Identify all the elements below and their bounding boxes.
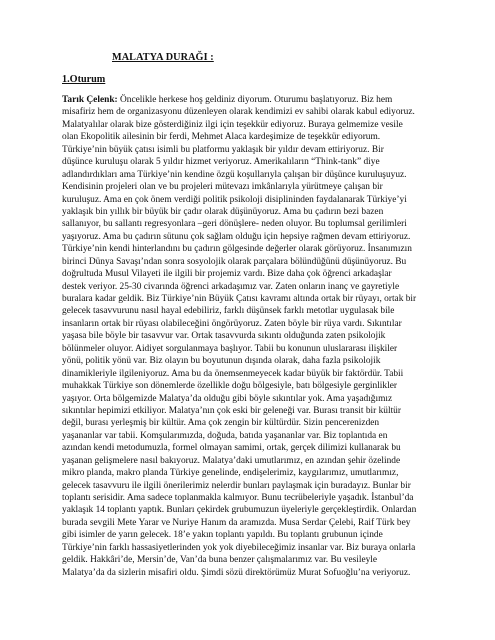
text-line: gibi isimler de yarın gelecek. 18’e yakın toplantı yapıldı. Bu toplantı grubunun içinde [62,530,383,541]
text-line: sallanıyor, bu sallantı regresyonlara –geri dönüşlere- neden oluyor. Bu toplumsal gerilimleri [62,219,407,230]
text-line: yaşananlar var tabii. Komşularımızda, doğuda, batıda yaşananlar var. Biz toplantıda en [62,430,388,441]
text-line: yaklaşık 14 toplantı yaptık. Bunları çekirdek grubumuzun üyeleriyle gerçekleştirdik. Onlardan [62,505,417,516]
text-line: yaşıyor. Orta bölgemizde Malatya’da olduğu gibi böyle sıkıntılar yok. Ama yaşadığımız [62,393,393,404]
text-line: insanların ortak bir rüyası olabileceğini öngörüyoruz. Zaten böyle bir rüya vardı. Sıkıntılar [62,318,402,329]
text-line: burada sevgili Mete Yarar ve Nuriye Hanım da aramızda. Musa Serdar Çelebi, Raif Türk bey [62,517,411,528]
document-title: MALATYA DURAĞI : [112,52,214,63]
text-line: yaşıyoruz. Ama bu çadırın sütunu çok sağlam olduğu için hepsiye rağmen devam ettiriyoruz. [62,231,411,242]
text-line: mikro planda, makro planda Türkiye genelinde, endişelerimiz, kaygılarımız, umutlarımız, [62,468,399,479]
speaker-name: Tarık Çelenk: [62,95,118,105]
text-line: Türkiye’nin kendi hinterlandını bu çadırın gölgesinde değerler olarak görüyoruz. İnsanımızın [62,244,412,255]
text-line: bölünmeler oluyor. Aidiyet sorgulanmaya başlıyor. Tabii bu konunun uluslararası ilişkiler [62,343,398,354]
text-line: adlandırdıkları ama Türkiye’nin kendine özgü koşullarıyla çalışan bir düşünce kuruluşuyuz. [62,169,407,180]
text-line: azından kendi metodumuzla, formel olmayan samimi, ortak, gerçek dilimizi kullanarak bu [62,443,401,454]
text-line: geldik. Hakkâri’de, Mersin’de, Van’da buna benzer çalışmalarımız var. Bu vesileyle [62,555,378,566]
text-line: buralara kadar geldik. Biz Türkiye’nin Büyük Çatısı kavramı altında ortak bir rüyayı, ortak bir [62,294,417,304]
text-line: destek veriyor. 25-30 civarında öğrenci arkadaşımız var. Zaten onların inanç ve gayretiyle [62,281,400,292]
text-line: Türkiye’nin farklı hassasiyetlerinden yok yok diyebileceğimiz insanlar var. Biz buraya onlarla [62,542,416,553]
text-line: Kendisinin projeleri olan ve bu projeleri mütevazı imkânlarıyla yürütmeye çalışan bir [62,182,383,193]
transcript-body [62,94,442,579]
text-line: sıkıntılar hepimizi etkiliyor. Malatya’nın çok eski bir geleneği var. Burası transit bir kültür [62,405,401,416]
text-line: gelecek tasavvurunu nasıl hayal edebiliriz, farklı düşünsek farklı metotlar uygulasak bile [62,306,395,317]
section-heading: 1.Oturum [62,74,106,85]
text-line: yaklaşık bin yıllık bir büyük bir çadır olarak düşünüyoruz. Ama bu çadırın bezi bazen [62,206,384,217]
text-line: yaşanan gelişmelere nasıl bakıyoruz. Malatya’daki umutlarımız, en azından şehir özelinde [62,455,401,466]
text-line: Malatyalılar olarak bize gösterdiğiniz ilgi için teşekkür ediyoruz. Buraya gelmemize vesile [62,119,403,130]
text-line: Malatya’da da sizlerin misafiri oldu. Şimdi sözü direktörümüz Murat Sofuoğlu’na veriyoruz. [62,567,411,578]
text-line: yönü, politik yönü var. Biz olayın bu boyutunun dışında olarak, daha fazla psikolojik [62,356,381,367]
text-line: doğrultuda Musul Vilayeti ile ilgili bir projemiz vardı. Bize daha çok öğrenci arkadaşlar [62,269,392,280]
text-line: toplantı serisidir. Ama sadece toplanmakla kalmıyor. Bunu tecrübeleriyle yaşadık. İstanbul’da [62,493,414,503]
text-line: olan Ekopolitik ailesinin bir ferdi, Mehmet Alaca kardeşimize de teşekkür ediyorum. [62,132,381,143]
text-line: yaşasa bile böyle bir tasavvur var. Ortak tasavvurda sıkıntı olduğunda zaten psikolojik [62,331,386,342]
text-line: birinci Dünya Savaşı’ndan sonra sosyolojik olarak parçalara bölündüğünü düşünüyoruz. Bu [62,256,407,267]
text-line: düşünce kuruluşu olarak 5 yıldır hizmet veriyoruz. Amerikalıların “Think-tank” diye [62,157,380,168]
text-line: değil, burası yerleşmiş bir kültür. Ama çok zengin bir kültürdür. Sizin pencerenizden [62,418,380,429]
text-line: dinamikleriyle ilgileniyoruz. Ama bu da önemsenmeyecek kadar büyük bir faktördür. Tabii [62,368,404,379]
text-line: gelecek tasavvuru ile ilgili önerilerimiz nelerdir bunları paylaşmak için buradayız. Bunlar bir [62,480,411,491]
text-line [62,94,442,106]
text-line: misafiriz hem de organizasyonu düzenleyen olarak kendimizi ev sahibi olarak kabul ediyoruz. [62,107,415,118]
text-line-content: Öncelikle herkese hoş geldiniz diyorum. Oturumu başlatıyoruz. Biz hem [117,95,393,105]
text-line: kuruluşuz. Ama en çok önem verdiği politik psikoloji disiplininden faydalanarak Türkiye’yi [62,194,407,205]
text-line: Türkiye’nin büyük çatısı isimli bu platformu yaklaşık bir yıldır devam ettiriyoruz. Bir [62,144,384,155]
text-line: muhakkak Türkiye son dönemlerde özellikle doğu bölgesiyle, batı bölgesiyle gerginlikler [62,381,397,392]
